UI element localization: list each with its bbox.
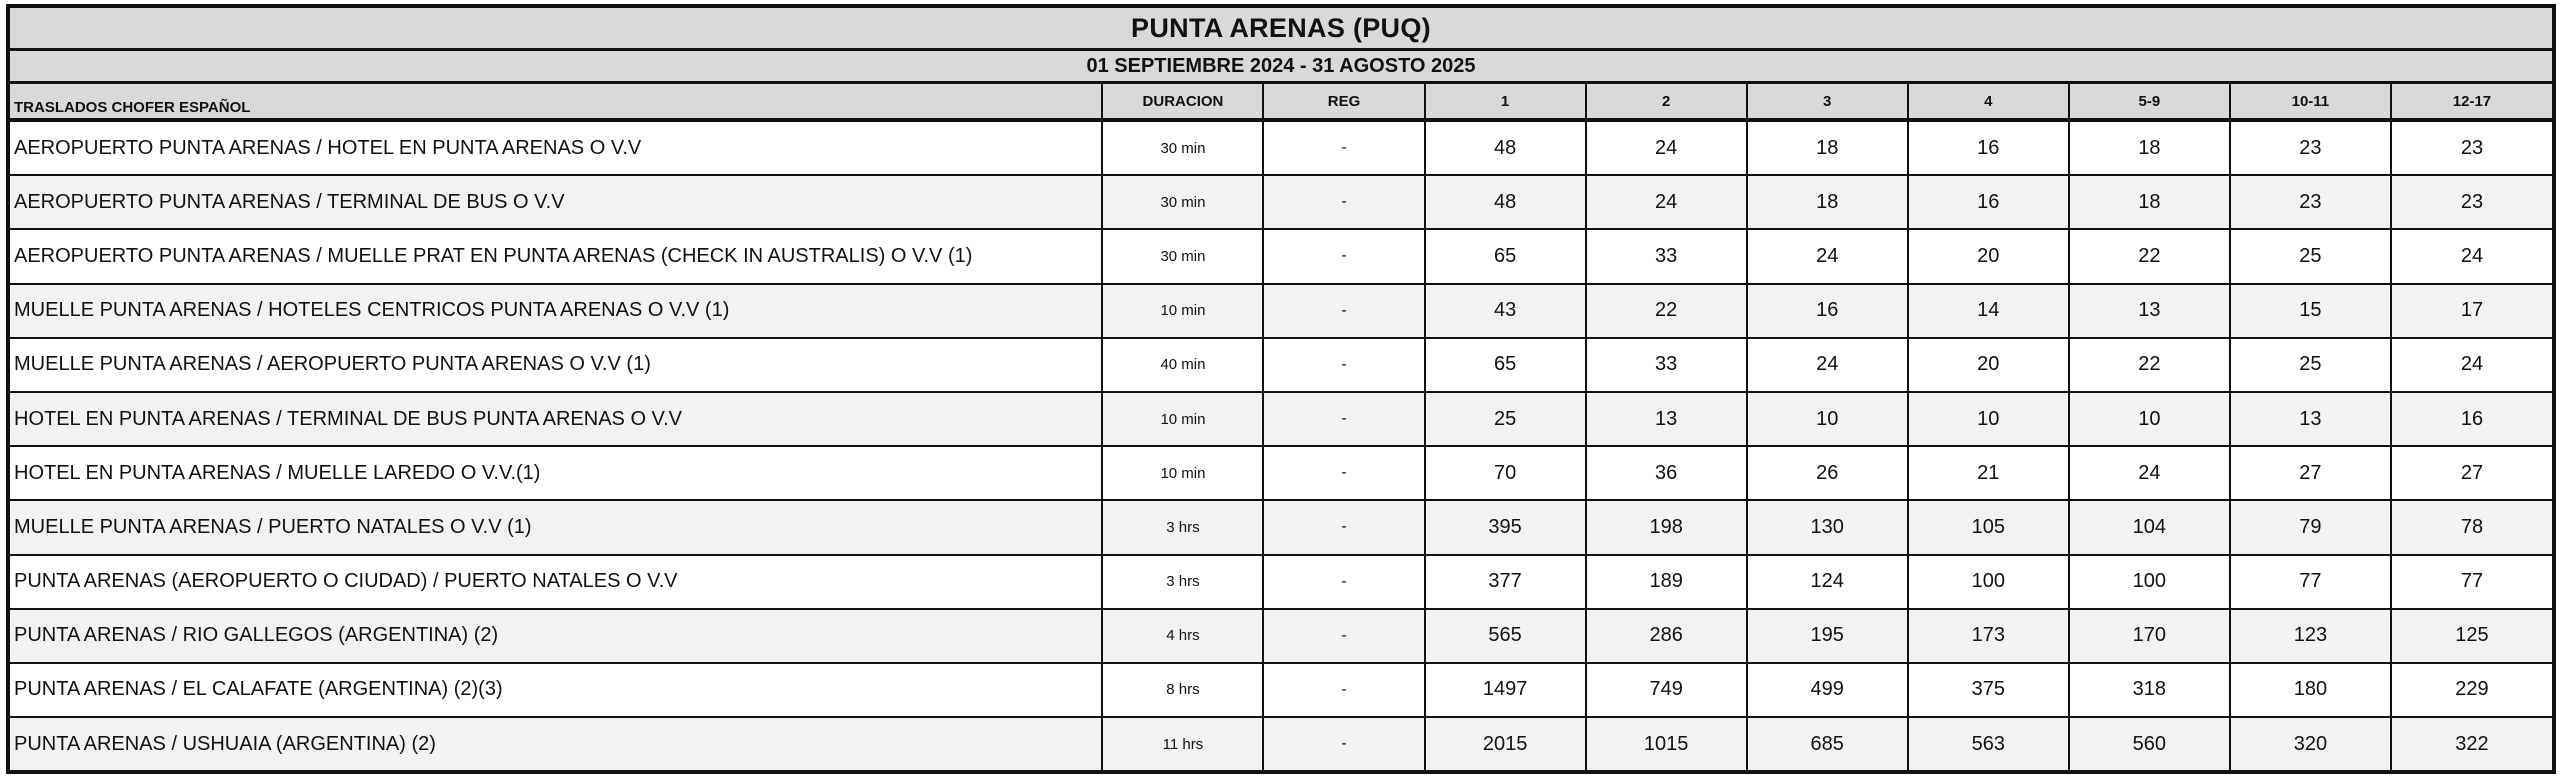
price-cell: 286	[1586, 609, 1747, 663]
table-row	[10, 175, 2552, 229]
price-cell: 10	[1747, 392, 1908, 446]
rate-sheet	[6, 4, 2556, 774]
price-cell: 27	[2391, 446, 2552, 500]
price-cell: 16	[2391, 392, 2552, 446]
duration-cell: 30 min	[1102, 229, 1263, 283]
table-row	[10, 338, 2552, 392]
reg-cell: -	[1263, 175, 1424, 229]
table-row	[10, 120, 2552, 175]
price-cell: 685	[1747, 717, 1908, 770]
header-pax-12-17: 12-17	[2391, 84, 2552, 120]
price-cell: 24	[1747, 338, 1908, 392]
price-cell: 26	[1747, 446, 1908, 500]
price-cell: 322	[2391, 717, 2552, 770]
table-row	[10, 663, 2552, 717]
duration-cell: 8 hrs	[1102, 663, 1263, 717]
price-cell: 395	[1425, 500, 1586, 554]
header-row	[10, 84, 2552, 120]
duration-cell: 40 min	[1102, 338, 1263, 392]
price-cell: 18	[1747, 120, 1908, 175]
price-cell: 105	[1908, 500, 2069, 554]
price-cell: 27	[2230, 446, 2391, 500]
reg-cell: -	[1263, 555, 1424, 609]
header-pax-5-9: 5-9	[2069, 84, 2230, 120]
header-pax-3: 3	[1747, 84, 1908, 120]
price-cell: 1015	[1586, 717, 1747, 770]
table-row	[10, 392, 2552, 446]
price-cell: 18	[1747, 175, 1908, 229]
route-cell: MUELLE PUNTA ARENAS / AEROPUERTO PUNTA ARENAS O V.V (1)	[10, 338, 1102, 392]
price-cell: 13	[2069, 284, 2230, 338]
price-cell: 14	[1908, 284, 2069, 338]
route-cell: PUNTA ARENAS (AEROPUERTO O CIUDAD) / PUERTO NATALES O V.V	[10, 555, 1102, 609]
header-pax-1: 1	[1425, 84, 1586, 120]
validity-period: 01 SEPTIEMBRE 2024 - 31 AGOSTO 2025	[10, 51, 2552, 84]
price-cell: 375	[1908, 663, 2069, 717]
route-cell: MUELLE PUNTA ARENAS / PUERTO NATALES O V.V (1)	[10, 500, 1102, 554]
reg-cell: -	[1263, 392, 1424, 446]
table-row	[10, 609, 2552, 663]
price-cell: 20	[1908, 229, 2069, 283]
price-cell: 23	[2391, 175, 2552, 229]
table-row	[10, 555, 2552, 609]
reg-cell: -	[1263, 500, 1424, 554]
header-pax-4: 4	[1908, 84, 2069, 120]
reg-cell: -	[1263, 609, 1424, 663]
price-cell: 70	[1425, 446, 1586, 500]
price-cell: 77	[2230, 555, 2391, 609]
route-cell: PUNTA ARENAS / RIO GALLEGOS (ARGENTINA) (2)	[10, 609, 1102, 663]
price-cell: 24	[1586, 175, 1747, 229]
price-cell: 320	[2230, 717, 2391, 770]
price-cell: 10	[1908, 392, 2069, 446]
price-cell: 16	[1908, 175, 2069, 229]
price-cell: 23	[2391, 120, 2552, 175]
route-cell: PUNTA ARENAS / USHUAIA (ARGENTINA) (2)	[10, 717, 1102, 770]
price-cell: 198	[1586, 500, 1747, 554]
duration-cell: 10 min	[1102, 392, 1263, 446]
table-row	[10, 229, 2552, 283]
price-cell: 563	[1908, 717, 2069, 770]
price-cell: 13	[2230, 392, 2391, 446]
price-cell: 20	[1908, 338, 2069, 392]
duration-cell: 3 hrs	[1102, 555, 1263, 609]
table-row	[10, 717, 2552, 770]
price-cell: 17	[2391, 284, 2552, 338]
price-cell: 48	[1425, 175, 1586, 229]
price-cell: 749	[1586, 663, 1747, 717]
price-cell: 123	[2230, 609, 2391, 663]
price-cell: 65	[1425, 229, 1586, 283]
price-cell: 499	[1747, 663, 1908, 717]
table-row	[10, 500, 2552, 554]
price-cell: 195	[1747, 609, 1908, 663]
price-cell: 16	[1908, 120, 2069, 175]
price-cell: 33	[1586, 229, 1747, 283]
price-cell: 24	[1586, 120, 1747, 175]
price-cell: 24	[1747, 229, 1908, 283]
reg-cell: -	[1263, 717, 1424, 770]
price-cell: 22	[1586, 284, 1747, 338]
price-cell: 33	[1586, 338, 1747, 392]
price-cell: 77	[2391, 555, 2552, 609]
duration-cell: 3 hrs	[1102, 500, 1263, 554]
route-cell: AEROPUERTO PUNTA ARENAS / HOTEL EN PUNTA ARENAS O V.V	[10, 120, 1102, 175]
price-cell: 18	[2069, 175, 2230, 229]
price-cell: 25	[2230, 338, 2391, 392]
duration-cell: 10 min	[1102, 284, 1263, 338]
price-cell: 170	[2069, 609, 2230, 663]
price-cell: 100	[2069, 555, 2230, 609]
price-cell: 100	[1908, 555, 2069, 609]
duration-cell: 30 min	[1102, 175, 1263, 229]
reg-cell: -	[1263, 446, 1424, 500]
price-cell: 25	[1425, 392, 1586, 446]
price-cell: 48	[1425, 120, 1586, 175]
price-cell: 565	[1425, 609, 1586, 663]
duration-cell: 30 min	[1102, 120, 1263, 175]
price-cell: 43	[1425, 284, 1586, 338]
price-cell: 130	[1747, 500, 1908, 554]
price-cell: 2015	[1425, 717, 1586, 770]
price-cell: 78	[2391, 500, 2552, 554]
price-cell: 24	[2391, 229, 2552, 283]
sheet-title: PUNTA ARENAS (PUQ)	[10, 8, 2552, 51]
duration-cell: 11 hrs	[1102, 717, 1263, 770]
price-cell: 23	[2230, 175, 2391, 229]
price-cell: 65	[1425, 338, 1586, 392]
transfer-rates-table	[10, 84, 2552, 770]
table-row	[10, 446, 2552, 500]
route-cell: HOTEL EN PUNTA ARENAS / TERMINAL DE BUS PUNTA ARENAS O V.V	[10, 392, 1102, 446]
table-row	[10, 284, 2552, 338]
price-cell: 180	[2230, 663, 2391, 717]
price-cell: 24	[2069, 446, 2230, 500]
price-cell: 125	[2391, 609, 2552, 663]
price-cell: 79	[2230, 500, 2391, 554]
price-cell: 24	[2391, 338, 2552, 392]
price-cell: 377	[1425, 555, 1586, 609]
price-cell: 10	[2069, 392, 2230, 446]
price-cell: 36	[1586, 446, 1747, 500]
header-reg: REG	[1263, 84, 1424, 120]
route-cell: HOTEL EN PUNTA ARENAS / MUELLE LAREDO O V.V.(1)	[10, 446, 1102, 500]
route-cell: MUELLE PUNTA ARENAS / HOTELES CENTRICOS PUNTA ARENAS O V.V (1)	[10, 284, 1102, 338]
price-cell: 13	[1586, 392, 1747, 446]
price-cell: 23	[2230, 120, 2391, 175]
price-cell: 124	[1747, 555, 1908, 609]
header-pax-2: 2	[1586, 84, 1747, 120]
price-cell: 15	[2230, 284, 2391, 338]
price-cell: 1497	[1425, 663, 1586, 717]
header-pax-10-11: 10-11	[2230, 84, 2391, 120]
route-cell: AEROPUERTO PUNTA ARENAS / MUELLE PRAT EN PUNTA ARENAS (CHECK IN AUSTRALIS) O V.V (1)	[10, 229, 1102, 283]
price-cell: 173	[1908, 609, 2069, 663]
route-cell: AEROPUERTO PUNTA ARENAS / TERMINAL DE BUS O V.V	[10, 175, 1102, 229]
reg-cell: -	[1263, 338, 1424, 392]
price-cell: 189	[1586, 555, 1747, 609]
price-cell: 21	[1908, 446, 2069, 500]
duration-cell: 4 hrs	[1102, 609, 1263, 663]
price-cell: 229	[2391, 663, 2552, 717]
reg-cell: -	[1263, 284, 1424, 338]
price-cell: 104	[2069, 500, 2230, 554]
price-cell: 22	[2069, 229, 2230, 283]
route-cell: PUNTA ARENAS / EL CALAFATE (ARGENTINA) (2)(3)	[10, 663, 1102, 717]
price-cell: 560	[2069, 717, 2230, 770]
header-route: TRASLADOS CHOFER ESPAÑOL	[10, 84, 1102, 120]
reg-cell: -	[1263, 120, 1424, 175]
reg-cell: -	[1263, 229, 1424, 283]
reg-cell: -	[1263, 663, 1424, 717]
price-cell: 22	[2069, 338, 2230, 392]
header-duration: DURACION	[1102, 84, 1263, 120]
price-cell: 318	[2069, 663, 2230, 717]
price-cell: 16	[1747, 284, 1908, 338]
duration-cell: 10 min	[1102, 446, 1263, 500]
price-cell: 18	[2069, 120, 2230, 175]
price-cell: 25	[2230, 229, 2391, 283]
